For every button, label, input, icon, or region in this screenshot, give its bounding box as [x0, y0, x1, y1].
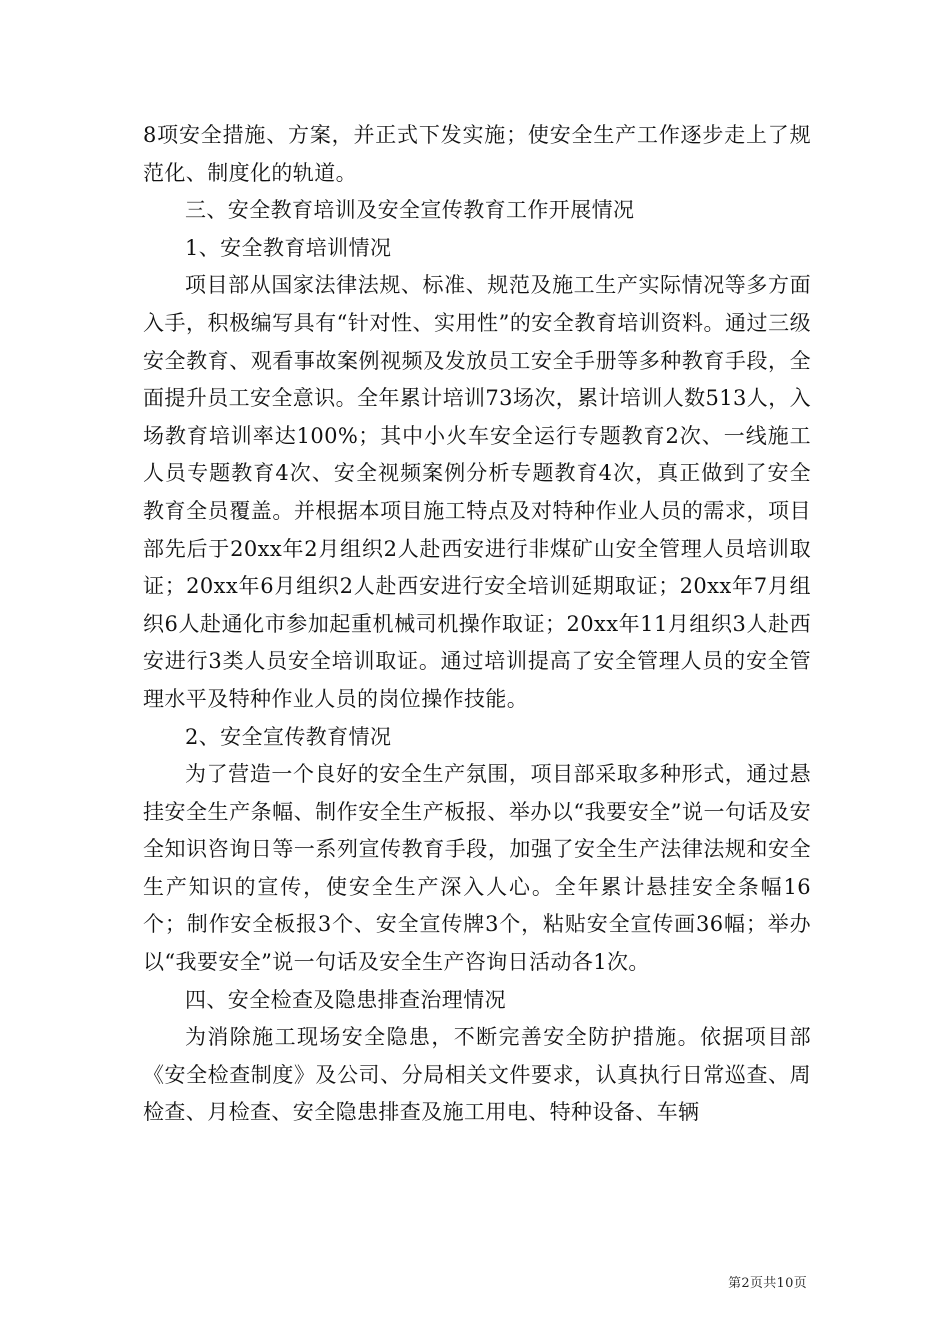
section-heading-inspection: 四、安全检查及隐患排查治理情况 — [185, 987, 506, 1012]
page-number-footer: 第2页共10页 — [728, 1276, 807, 1291]
paragraph-training: 项目部从国家法律法规、标准、规范及施工生产实际情况等多方面入手，积极编写具有“针对性、实用性”的安全教育培训资料。通过三级安全教育、观看事故案例视频及发放员工安全手册等多种教育手段，全面提升员工安全意识。全年累计培训73场次，累计培训人数513人，入场教育培训率达100%；其中小火车安全运行专题教育2次、一线施工人员专题教育4次、安全视频案例分析专题教育4次，真正做到了安全教育全员覆盖。并根据本项目施工特点及对特种作业人员的需求，项目部先后于20xx年2月组织2人赴西安进行非煤矿山安全管理人员培训取证；20xx年6月组织2人赴西安进行安全培训延期取证；20xx年7月组织6人赴通化市参加起重机械司机操作取证；20xx年11月组织3人赴西安进行3类人员安全培训取证。通过培训提高了安全管理人员的安全管理水平及特种作业人员的岗位操作技能。 — [143, 273, 812, 711]
section-heading-safety-education: 三、安全教育培训及安全宣传教育工作开展情况 — [185, 198, 635, 223]
document-body — [143, 117, 811, 1132]
subheading-training: 1、安全教育培训情况 — [185, 235, 392, 260]
paragraph-publicity: 为了营造一个良好的安全生产氛围，项目部采取多种形式，通过悬挂安全生产条幅、制作安全生产板报、举办以“我要安全”说一句话及安全知识咨询日等一系列宣传教育手段，加强了安全生产法律法规和安全生产知识的宣传，使安全生产深入人心。全年累计悬挂安全条幅16个；制作安全板报3个、安全宣传牌3个，粘贴安全宣传画36幅；举办以“我要安全”说一句话及安全生产咨询日活动各1次。 — [143, 762, 811, 975]
paragraph-continuation: 8项安全措施、方案，并正式下发实施；使安全生产工作逐步走上了规范化、制度化的轨道。 — [143, 123, 811, 185]
paragraph-inspection: 为消除施工现场安全隐患，不断完善安全防护措施。依据项目部《安全检查制度》及公司、分局相关文件要求，认真执行日常巡查、周检查、月检查、安全隐患排查及施工用电、特种设备、车辆 — [143, 1025, 811, 1125]
subheading-publicity: 2、安全宣传教育情况 — [185, 724, 392, 749]
